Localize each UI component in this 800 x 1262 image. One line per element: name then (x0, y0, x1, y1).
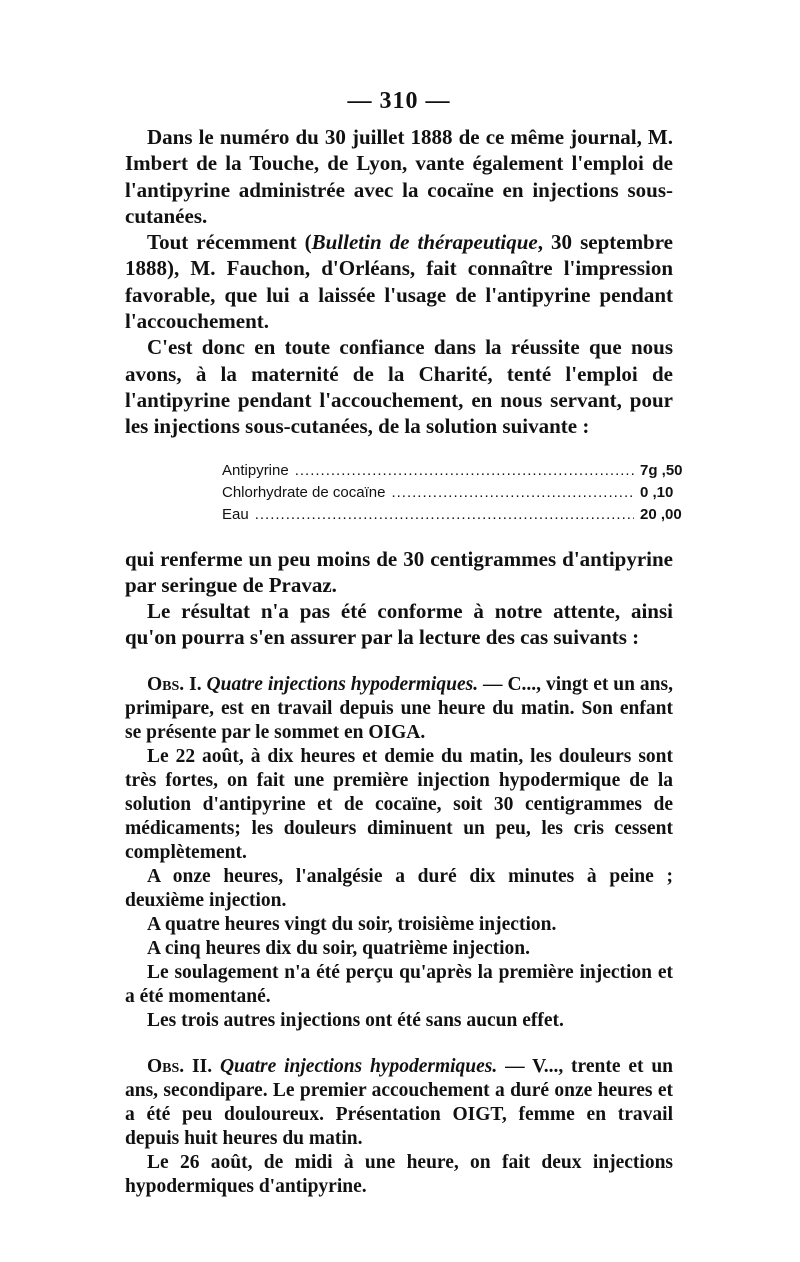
observation-1-paragraph: Le 22 août, à dix heures et demie du matin, les douleurs sont très fortes, on fait une première injection hypodermique de la solution d'antipyrine et de cocaïne, soit 30 centigrammes de médicaments; les douleurs diminuent un peu, les cris cessent complètement. (125, 745, 673, 863)
observation-2-text: — V..., trente et un ans, secondipare. Le premier accouchement a duré onze heures et a été peu douloureux. Présentation OIGT, femme en travail depuis huit heures du matin. (125, 1055, 674, 1149)
leader-dots (391, 482, 634, 504)
observation-2-title: Quatre injections hypodermiques. (219, 1055, 498, 1077)
paragraph-fauchon (125, 229, 673, 334)
recipe-row (222, 482, 708, 504)
observation-1-paragraph: A onze heures, l'analgésie a duré dix minutes à peine ; deuxième injection. (125, 865, 673, 911)
recipe-amount: 20 ,00 (640, 505, 682, 523)
observation-1-label: Obs. I. (147, 673, 202, 695)
leader-dots (255, 504, 634, 526)
observation-1-paragraph: Le soulagement n'a été perçu qu'après la première injection et a été momentané. (125, 961, 673, 1007)
paragraph-fauchon-rest: , 30 septembre 1888), M. Fauchon, d'Orléans, fait connaître l'impression favorable, que lui a laissée l'usage de l'antipyrine pendant l'accouchement. (125, 230, 673, 334)
recipe-table (222, 460, 708, 526)
recipe-ingredient: Eau (222, 505, 249, 523)
observation-1-title: Quatre injections hypodermiques. (206, 673, 479, 695)
observation-2-heading (125, 1055, 673, 1151)
observation-1-paragraph: A quatre heures vingt du soir, troisième injection. (147, 913, 557, 935)
leader-dots (295, 460, 634, 482)
paragraph-imbert: Dans le numéro du 30 juillet 1888 de ce même journal, M. Imbert de la Touche, de Lyon, vante également l'emploi de l'antipyrine administrée avec la cocaïne en injections sous-cutanées. (125, 125, 673, 228)
paragraph-resultat: Le résultat n'a pas été conforme à notre attente, ainsi qu'on pourra s'en assurer par la lecture des cas suivants : (125, 599, 673, 650)
section-gap (125, 651, 673, 673)
recipe-ingredient: Antipyrine (222, 461, 289, 479)
observation-1-paragraph: A cinq heures dix du soir, quatrième injection. (147, 937, 530, 959)
paragraph-seringue: qui renferme un peu moins de 30 centigrammes d'antipyrine par seringue de Pravaz. (125, 546, 673, 597)
recipe-row (222, 460, 708, 482)
section-gap (125, 1033, 673, 1055)
observation-2-label: Obs. II. (147, 1055, 213, 1077)
observation-1-text: — C..., vingt et un ans, primipare, est en travail depuis une heure du matin. Son enfant se présente par le sommet en OIGA. (125, 673, 673, 743)
journal-title: Bulletin de thérapeutique (311, 230, 538, 255)
paragraph-fauchon-lead: Tout récemment ( (147, 230, 312, 255)
recipe-amount: 7g ,50 (640, 461, 683, 479)
observation-1-paragraph: Les trois autres injections ont été sans aucun effet. (147, 1009, 564, 1031)
observation-2-paragraph: Le 26 août, de midi à une heure, on fait deux injections hypodermiques d'antipyrine. (125, 1151, 673, 1197)
paragraph-charite: C'est donc en toute confiance dans la réussite que nous avons, à la maternité de la Charité, tenté l'emploi de l'antipyrine pendant l'accouchement, en nous servant, pour les injections sous-cutanées, de la solution suivante : (125, 335, 673, 439)
page-number: — 310 — (347, 88, 451, 114)
recipe-amount: 0 ,10 (640, 483, 674, 501)
recipe-row (222, 504, 708, 526)
recipe-ingredient: Chlorhydrate de cocaïne (222, 483, 386, 501)
observation-1-heading (125, 673, 673, 745)
